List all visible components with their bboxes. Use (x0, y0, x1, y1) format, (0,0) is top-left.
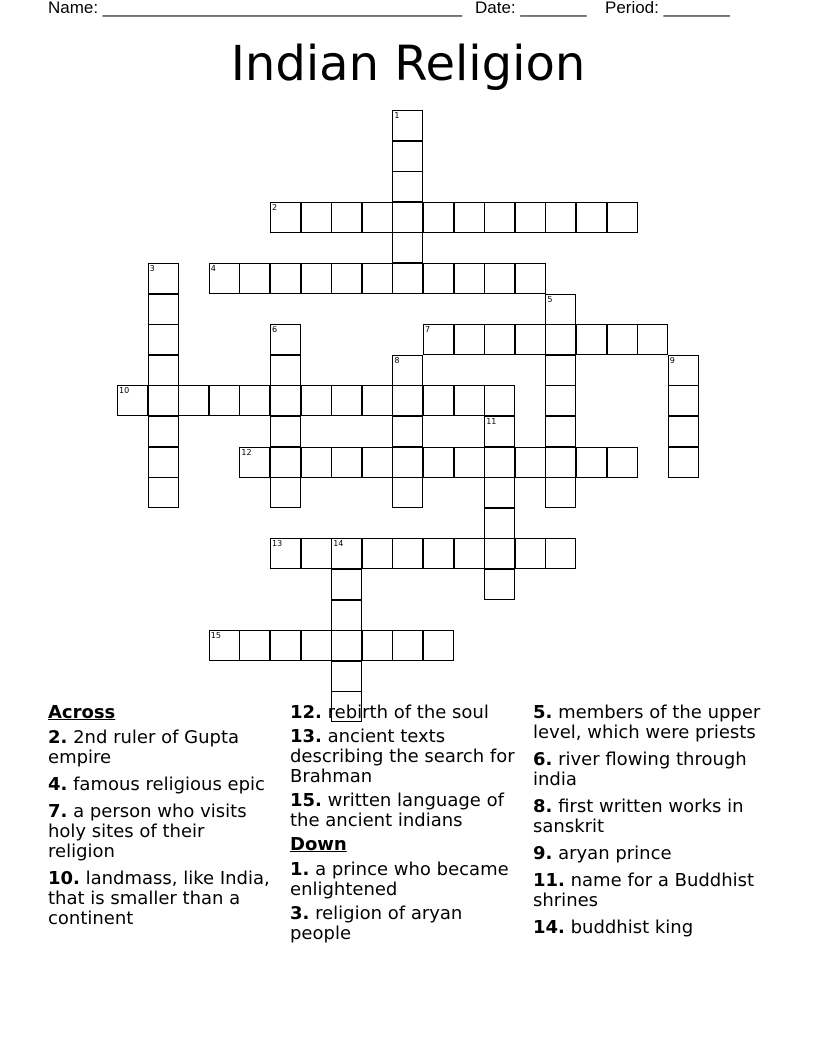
grid-cell[interactable] (484, 538, 515, 569)
grid-cell[interactable] (454, 385, 485, 416)
grid-cell[interactable] (331, 263, 362, 294)
clue-text: members of the upper level, which were priests (533, 702, 761, 743)
name-field-label[interactable]: Name: ______________________________________ (48, 0, 463, 17)
grid-cell[interactable] (423, 447, 454, 478)
grid-cell[interactable] (270, 447, 301, 478)
grid-cell[interactable] (148, 355, 179, 386)
grid-cell[interactable] (239, 263, 270, 294)
clue-text: landmass, like India, that is smaller than a continent (48, 868, 270, 929)
grid-cell[interactable] (392, 171, 423, 202)
grid-cell[interactable] (209, 263, 240, 294)
grid-cell[interactable] (423, 324, 454, 355)
grid-cell[interactable] (545, 416, 576, 447)
grid-cell[interactable] (331, 661, 362, 692)
grid-cell[interactable] (209, 385, 240, 416)
clue-number: 4. (48, 774, 68, 795)
clue-text: famous religious epic (67, 774, 265, 795)
grid-cell[interactable] (515, 263, 546, 294)
grid-cell[interactable] (423, 630, 454, 661)
cell-number: 2 (272, 202, 278, 212)
grid-cell[interactable] (454, 538, 485, 569)
clue-number: 10. (48, 868, 80, 889)
clue-down-9 (533, 844, 773, 864)
clue-down-5 (533, 703, 773, 743)
grid-cell[interactable] (484, 202, 515, 233)
grid-cell[interactable] (239, 630, 270, 661)
grid-cell[interactable] (392, 538, 423, 569)
grid-cell[interactable] (423, 385, 454, 416)
clue-text: a person who visits holy sites of their religion (48, 801, 247, 862)
grid-cell[interactable] (270, 385, 301, 416)
grid-cell[interactable] (270, 202, 301, 233)
grid-cell[interactable] (668, 447, 699, 478)
grid-cell[interactable] (484, 508, 515, 539)
grid-cell[interactable] (545, 202, 576, 233)
cell-number: 7 (425, 325, 431, 335)
grid-cell[interactable] (331, 447, 362, 478)
grid-cell[interactable] (576, 447, 607, 478)
period-field-label[interactable]: Period: _______ (605, 0, 730, 17)
grid-cell[interactable] (362, 630, 393, 661)
grid-cell[interactable] (301, 263, 332, 294)
clue-text: rebirth of the soul (321, 702, 489, 723)
clue-number: 5. (533, 702, 553, 723)
grid-cell[interactable] (392, 110, 423, 141)
clue-down-6 (533, 750, 773, 790)
grid-cell[interactable] (392, 141, 423, 172)
clue-text: religion of aryan people (290, 903, 463, 944)
grid-cell[interactable] (607, 447, 638, 478)
cell-number: 10 (119, 386, 130, 396)
clue-number: 15. (290, 790, 322, 811)
grid-cell[interactable] (392, 447, 423, 478)
clue-across-12 (290, 703, 522, 723)
clue-number: 3. (290, 903, 310, 924)
grid-cell[interactable] (301, 202, 332, 233)
grid-cell[interactable] (148, 477, 179, 508)
grid-cell[interactable] (454, 324, 485, 355)
grid-cell[interactable] (270, 324, 301, 355)
grid-cell[interactable] (392, 232, 423, 263)
clue-text: a prince who became enlightened (290, 859, 509, 900)
grid-cell[interactable] (515, 324, 546, 355)
grid-cell[interactable] (362, 538, 393, 569)
grid-cell[interactable] (423, 263, 454, 294)
clue-number: 14. (533, 917, 565, 938)
grid-cell[interactable] (484, 416, 515, 447)
grid-cell[interactable] (148, 447, 179, 478)
grid-cell[interactable] (545, 447, 576, 478)
grid-cell[interactable] (362, 202, 393, 233)
grid-cell[interactable] (178, 385, 209, 416)
grid-cell[interactable] (331, 569, 362, 600)
grid-cell[interactable] (392, 355, 423, 386)
grid-cell[interactable] (270, 263, 301, 294)
grid-cell[interactable] (148, 385, 179, 416)
grid-cell[interactable] (576, 324, 607, 355)
clue-text: 2nd ruler of Gupta empire (48, 727, 240, 768)
grid-cell[interactable] (270, 630, 301, 661)
cell-number: 1 (394, 111, 400, 120)
grid-cell[interactable] (270, 416, 301, 447)
grid-cell[interactable] (637, 324, 668, 355)
clue-text: aryan prince (552, 843, 672, 864)
grid-cell[interactable] (301, 447, 332, 478)
cell-number: 15 (210, 631, 221, 641)
grid-cell[interactable] (454, 447, 485, 478)
grid-cell[interactable] (668, 416, 699, 447)
grid-cell[interactable] (392, 630, 423, 661)
grid-cell[interactable] (148, 263, 179, 294)
clue-text: ancient texts describing the search for Brahman (290, 726, 515, 787)
clue-across-7 (48, 802, 276, 862)
grid-cell[interactable] (454, 202, 485, 233)
grid-cell[interactable] (392, 263, 423, 294)
grid-cell[interactable] (484, 385, 515, 416)
grid-cell[interactable] (148, 324, 179, 355)
grid-cell[interactable] (545, 324, 576, 355)
clue-number: 12. (290, 702, 322, 723)
grid-cell[interactable] (484, 569, 515, 600)
grid-cell[interactable] (392, 202, 423, 233)
cell-number: 11 (486, 417, 497, 426)
clue-down-1 (290, 860, 522, 900)
grid-cell[interactable] (362, 447, 393, 478)
clue-number: 6. (533, 749, 553, 770)
grid-cell[interactable] (301, 538, 332, 569)
clue-number: 13. (290, 726, 322, 747)
grid-cell[interactable] (484, 324, 515, 355)
clue-text: first written works in sanskrit (533, 796, 744, 837)
grid-cell[interactable] (545, 477, 576, 508)
grid-cell[interactable] (362, 263, 393, 294)
clue-number: 8. (533, 796, 553, 817)
grid-cell[interactable] (576, 202, 607, 233)
clues-column-2 (290, 703, 522, 948)
grid-cell[interactable] (515, 202, 546, 233)
grid-cell[interactable] (515, 538, 546, 569)
grid-cell[interactable] (423, 202, 454, 233)
grid-cell[interactable] (239, 385, 270, 416)
grid-cell[interactable] (209, 630, 240, 661)
grid-cell[interactable] (545, 294, 576, 325)
clue-text: buddhist king (564, 917, 694, 938)
grid-cell[interactable] (545, 538, 576, 569)
clue-across-13 (290, 727, 522, 787)
grid-cell[interactable] (148, 416, 179, 447)
grid-cell[interactable] (668, 385, 699, 416)
page-title: Indian Religion (230, 36, 586, 92)
cell-number: 14 (333, 539, 344, 549)
cell-number: 13 (272, 539, 283, 549)
grid-cell[interactable] (484, 447, 515, 478)
grid-cell[interactable] (331, 600, 362, 631)
cell-number: 8 (394, 355, 400, 365)
across-heading: Across (48, 702, 116, 723)
grid-cell[interactable] (239, 447, 270, 478)
clue-across-15 (290, 791, 522, 831)
clue-down-11 (533, 871, 773, 911)
cell-number: 4 (210, 264, 216, 273)
grid-cell[interactable] (515, 447, 546, 478)
clue-across-10 (48, 869, 276, 929)
cell-number: 3 (149, 264, 155, 273)
clue-down-3 (290, 904, 522, 944)
clue-text: name for a Buddhist shrines (533, 870, 755, 911)
clue-down-8 (533, 797, 773, 837)
grid-cell[interactable] (117, 385, 148, 416)
grid-cell[interactable] (484, 477, 515, 508)
clue-text: written language of the ancient indians (290, 790, 504, 831)
clue-number: 2. (48, 727, 68, 748)
clues-column-3 (533, 703, 773, 945)
grid-cell[interactable] (270, 477, 301, 508)
grid-cell[interactable] (301, 630, 332, 661)
cell-number: 12 (241, 447, 252, 457)
grid-cell[interactable] (454, 263, 485, 294)
grid-cell[interactable] (545, 385, 576, 416)
grid-cell[interactable] (392, 385, 423, 416)
clue-number: 7. (48, 801, 68, 822)
clue-across-4 (48, 775, 276, 795)
clue-down-14 (533, 918, 773, 938)
grid-cell[interactable] (148, 294, 179, 325)
grid-cell[interactable] (301, 385, 332, 416)
grid-cell[interactable] (545, 355, 576, 386)
grid-cell[interactable] (270, 355, 301, 386)
grid-cell[interactable] (423, 538, 454, 569)
grid-cell[interactable] (331, 630, 362, 661)
clue-text: river flowing through india (533, 749, 747, 790)
grid-cell[interactable] (331, 538, 362, 569)
grid-cell[interactable] (270, 538, 301, 569)
cell-number: 9 (669, 355, 675, 365)
grid-cell[interactable] (668, 355, 699, 386)
clue-number: 11. (533, 870, 565, 891)
grid-cell[interactable] (607, 324, 638, 355)
grid-cell[interactable] (362, 385, 393, 416)
cell-number: 5 (547, 294, 553, 304)
cell-number: 6 (272, 325, 278, 335)
down-heading: Down (290, 834, 347, 855)
grid-cell[interactable] (331, 385, 362, 416)
clue-across-2 (48, 728, 276, 768)
clue-number: 1. (290, 859, 310, 880)
grid-cell[interactable] (392, 416, 423, 447)
grid-cell[interactable] (331, 202, 362, 233)
clue-number: 9. (533, 843, 553, 864)
grid-cell[interactable] (607, 202, 638, 233)
grid-cell[interactable] (392, 477, 423, 508)
date-field-label[interactable]: Date: _______ (475, 0, 587, 17)
clues-column-1 (48, 703, 276, 936)
grid-cell[interactable] (484, 263, 515, 294)
